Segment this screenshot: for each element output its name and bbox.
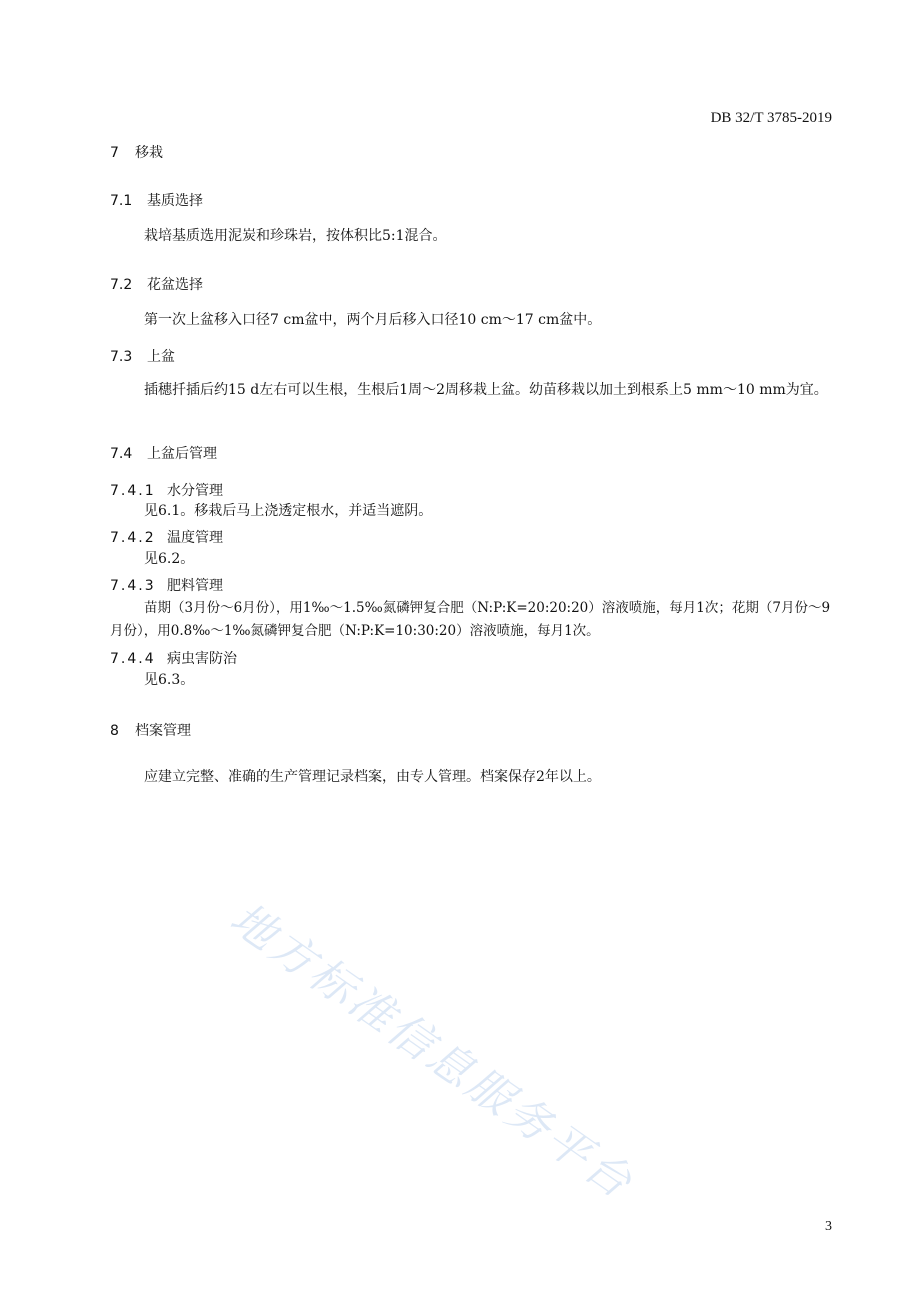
section-title: 水分管理 xyxy=(167,483,223,499)
page-number: 3 xyxy=(825,1219,832,1234)
section-7-1-text: 栽培基质选用泥炭和珍珠岩，按体积比5:1混合。 xyxy=(144,228,447,244)
section-number: 7.4 xyxy=(110,446,133,462)
section-7-4-4-heading xyxy=(110,648,237,668)
section-title: 温度管理 xyxy=(167,530,223,546)
section-8-heading xyxy=(110,720,191,740)
section-7-4-1-heading xyxy=(110,480,223,500)
section-7-3-heading xyxy=(110,346,175,366)
section-title: 基质选择 xyxy=(147,193,203,209)
section-8-text: 应建立完整、准确的生产管理记录档案，由专人管理。档案保存2年以上。 xyxy=(144,769,601,785)
section-title: 肥料管理 xyxy=(167,578,223,594)
section-title: 花盆选择 xyxy=(147,277,203,293)
section-7-4-2-heading xyxy=(110,527,223,547)
section-7-4-2-text: 见6.2。 xyxy=(144,551,195,567)
section-7-3-text: 插穗扦插后约15 d左右可以生根，生根后1周～2周移栽上盆。幼苗移栽以加土到根系上5 mm～10 mm为宜。 xyxy=(144,382,828,398)
section-7-4-3-heading xyxy=(110,575,223,595)
section-title: 上盆 xyxy=(147,349,175,365)
section-7-2-text: 第一次上盆移入口径7 cm盆中，两个月后移入口径10 cm～17 cm盆中。 xyxy=(144,312,602,328)
section-7-4-4-text: 见6.3。 xyxy=(144,672,195,688)
watermark: 地方标准信息服务平台 xyxy=(220,892,644,1210)
section-title: 移栽 xyxy=(135,145,163,161)
section-title: 上盆后管理 xyxy=(147,446,217,462)
section-number: 7.4.1 xyxy=(110,483,156,499)
document-code: DB 32/T 3785-2019 xyxy=(710,110,832,126)
section-title: 病虫害防治 xyxy=(167,651,237,667)
section-number: 7.4.4 xyxy=(110,651,156,667)
section-number: 8 xyxy=(110,723,119,739)
section-7-1-heading xyxy=(110,190,203,210)
section-7-4-heading xyxy=(110,443,217,463)
section-number: 7.4.2 xyxy=(110,530,156,546)
section-number: 7.4.3 xyxy=(110,578,156,594)
section-7-4-3-text: 苗期（3月份～6月份），用1‰～1.5‰氮磷钾复合肥（N:P:K=20:20:20）溶液喷施，每月1次；花期（7月份～9月份），用0.8‰～1‰氮磷钾复合肥（N:P:K=10:30:20）溶液喷施，每月1次。 xyxy=(110,600,831,639)
section-number: 7 xyxy=(110,145,119,161)
section-7-2-heading xyxy=(110,274,203,294)
section-number: 7.3 xyxy=(110,349,133,365)
section-number: 7.2 xyxy=(110,277,133,293)
section-number: 7.1 xyxy=(110,193,133,209)
section-7-4-1-text: 见6.1。移栽后马上浇透定根水，并适当遮阴。 xyxy=(144,503,433,519)
section-7-heading xyxy=(110,142,163,162)
section-title: 档案管理 xyxy=(135,723,191,739)
